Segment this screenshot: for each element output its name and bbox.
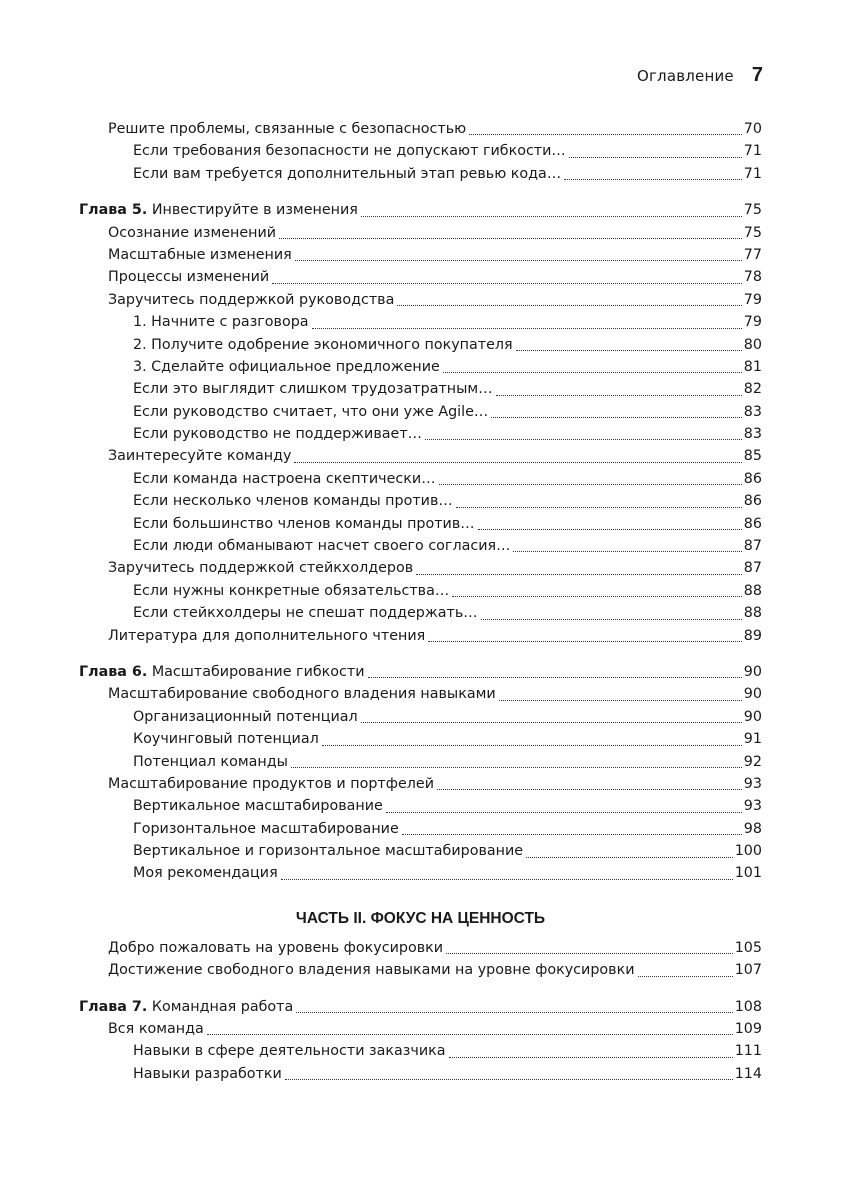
toc-page-number: 89 xyxy=(743,627,762,644)
toc-entry[interactable] xyxy=(79,266,762,288)
toc-chapter-entry[interactable] xyxy=(79,199,762,221)
toc-entry[interactable] xyxy=(79,863,762,885)
toc-entry-title: Осознание изменений xyxy=(108,224,277,241)
toc-entry-title: Вся команда xyxy=(108,1021,204,1038)
toc-page-number: 82 xyxy=(743,381,762,398)
toc-entry-title: Вертикальное и горизонтальное масштабирование xyxy=(133,843,524,860)
toc-entry[interactable] xyxy=(79,580,762,602)
toc-entry[interactable] xyxy=(79,1063,762,1085)
toc-entry-title: Организационный потенциал xyxy=(133,708,358,725)
toc-entry-title: Масштабирование свободного владения навыками xyxy=(108,686,496,703)
toc-page-number: 77 xyxy=(743,246,762,263)
toc-chapter-entry[interactable] xyxy=(79,996,762,1018)
toc-page-number: 88 xyxy=(743,605,762,622)
dot-leader xyxy=(481,618,742,620)
toc-page-number: 86 xyxy=(743,515,762,532)
toc-entry-title: Заручитесь поддержкой руководства xyxy=(108,291,395,308)
dot-leader xyxy=(513,550,741,552)
dot-leader xyxy=(456,506,742,508)
toc-page-number: 71 xyxy=(743,165,762,182)
dot-leader xyxy=(443,371,742,373)
toc-entry[interactable] xyxy=(79,222,762,244)
dot-leader xyxy=(638,975,733,977)
toc-entry[interactable] xyxy=(79,625,762,647)
toc-page-number: 90 xyxy=(743,686,762,703)
dot-leader xyxy=(437,788,742,790)
toc-page-number: 90 xyxy=(743,663,762,680)
chapter-label: Глава 5. xyxy=(79,202,148,219)
dot-leader xyxy=(469,133,742,135)
dot-leader xyxy=(386,811,742,813)
toc-page-number: 78 xyxy=(743,269,762,286)
toc-page-number: 86 xyxy=(743,493,762,510)
toc-entry[interactable] xyxy=(79,401,762,423)
toc-entry[interactable] xyxy=(79,289,762,311)
toc-entry-title: Если вам требуется дополнительный этап ревью кода… xyxy=(133,165,562,182)
toc-entry[interactable] xyxy=(79,795,762,817)
toc-page-number: 100 xyxy=(734,843,762,860)
toc-entry-title: Если руководство не поддерживает… xyxy=(133,426,422,443)
dot-leader xyxy=(569,156,742,158)
toc-entry[interactable] xyxy=(79,244,762,266)
toc-page-number: 109 xyxy=(734,1021,762,1038)
toc-entry[interactable] xyxy=(79,163,762,185)
toc-page-number: 75 xyxy=(743,202,762,219)
toc-page-number: 75 xyxy=(743,224,762,241)
toc-entry[interactable] xyxy=(79,445,762,467)
dot-leader xyxy=(285,1078,733,1080)
toc-entry-title: Если большинство членов команды против… xyxy=(133,515,475,532)
dot-leader xyxy=(279,237,742,239)
toc-entry-title: Решите проблемы, связанные с безопасностью xyxy=(108,120,467,137)
toc-page-number: 87 xyxy=(743,560,762,577)
toc-entry-title: Заручитесь поддержкой стейкхолдеров xyxy=(108,560,414,577)
running-header-title: Оглавление xyxy=(636,67,734,85)
toc-entry-title: Масштабирование продуктов и портфелей xyxy=(108,775,435,792)
toc-entry-title: Вертикальное масштабирование xyxy=(133,798,383,815)
toc-entry[interactable] xyxy=(79,557,762,579)
dot-leader xyxy=(281,878,733,880)
toc-entry-title: Если требования безопасности не допускают гибкости… xyxy=(133,143,566,160)
toc-entry-title: Масштабные изменения xyxy=(108,246,292,263)
toc-entry-title xyxy=(79,996,293,1018)
toc-entry[interactable] xyxy=(79,311,762,333)
toc-page-number: 85 xyxy=(743,448,762,465)
toc-page-number: 91 xyxy=(743,731,762,748)
chapter-title: Инвестируйте в изменения xyxy=(147,202,358,219)
toc-entry-title: Моя рекомендация xyxy=(133,865,278,882)
dot-leader xyxy=(425,438,742,440)
dot-leader xyxy=(361,721,742,723)
toc-entry-title: Достижение свободного владения навыками на уровне фокусировки xyxy=(108,962,635,979)
toc-entry[interactable] xyxy=(79,118,762,140)
dot-leader xyxy=(526,856,733,858)
toc-page-number: 86 xyxy=(743,470,762,487)
dot-leader xyxy=(516,349,742,351)
toc-entry-title: Если руководство считает, что они уже Agile… xyxy=(133,403,489,420)
toc-entry[interactable] xyxy=(79,751,762,773)
toc-entry[interactable] xyxy=(79,1018,762,1040)
toc-page-number: 90 xyxy=(743,708,762,725)
dot-leader xyxy=(449,1056,733,1058)
toc-entry-title: Горизонтальное масштабирование xyxy=(133,820,399,837)
toc-entry[interactable] xyxy=(79,840,762,862)
toc-entry[interactable] xyxy=(79,937,762,959)
toc-entry[interactable] xyxy=(79,535,762,557)
toc-entry-title xyxy=(79,661,365,683)
toc-entry[interactable] xyxy=(79,334,762,356)
dot-leader xyxy=(294,461,741,463)
toc-entry[interactable] xyxy=(79,602,762,624)
toc-entry-title: 1. Начните с разговора xyxy=(133,314,309,331)
chapter-title: Масштабирование гибкости xyxy=(147,663,365,680)
toc-entry[interactable] xyxy=(79,959,762,981)
dot-leader xyxy=(296,1011,732,1013)
toc-page-number: 98 xyxy=(743,820,762,837)
toc-entry-title: Навыки разработки xyxy=(133,1065,282,1082)
toc-entry[interactable] xyxy=(79,356,762,378)
toc-page-number: 108 xyxy=(734,998,762,1015)
toc-entry[interactable] xyxy=(79,513,762,535)
toc-entry-title: Если команда настроена скептически… xyxy=(133,470,436,487)
toc-page-number: 83 xyxy=(743,403,762,420)
toc-entry-title: Если люди обманывают насчет своего согласия… xyxy=(133,538,511,555)
dot-leader xyxy=(499,699,742,701)
dot-leader xyxy=(368,676,742,678)
toc-entry[interactable] xyxy=(79,378,762,400)
dot-leader xyxy=(452,595,742,597)
toc-page-number: 111 xyxy=(734,1043,762,1060)
toc-page-number: 80 xyxy=(743,336,762,353)
dot-leader xyxy=(491,416,742,418)
toc-entry[interactable] xyxy=(79,140,762,162)
dot-leader xyxy=(428,640,742,642)
toc-entry-title: Если несколько членов команды против… xyxy=(133,493,453,510)
toc-entry[interactable] xyxy=(79,818,762,840)
dot-leader xyxy=(478,528,742,530)
toc-page-number: 79 xyxy=(743,291,762,308)
chapter-label: Глава 6. xyxy=(79,663,148,680)
toc-page-number: 92 xyxy=(743,753,762,770)
toc-page-number: 87 xyxy=(743,538,762,555)
toc-page-number: 93 xyxy=(743,775,762,792)
toc-page-number: 71 xyxy=(743,143,762,160)
toc-entry[interactable] xyxy=(79,423,762,445)
toc-entry-title: Процессы изменений xyxy=(108,269,270,286)
page-number: 7 xyxy=(751,64,763,86)
dot-leader xyxy=(402,833,742,835)
toc-entry-title: Коучинговый потенциал xyxy=(133,731,319,748)
chapter-label: Глава 7. xyxy=(79,998,148,1015)
dot-leader xyxy=(416,573,742,575)
dot-leader xyxy=(322,744,742,746)
toc-entry-title: Заинтересуйте команду xyxy=(108,448,292,465)
toc-entry-title: Потенциал команды xyxy=(133,753,288,770)
toc-page-number: 105 xyxy=(734,939,762,956)
toc-entry-title xyxy=(79,199,358,221)
toc-entry-title: Навыки в сфере деятельности заказчика xyxy=(133,1043,446,1060)
dot-leader xyxy=(361,215,742,217)
toc-chapter-entry[interactable] xyxy=(79,661,762,683)
toc-entry-title: Если это выглядит слишком трудозатратным… xyxy=(133,381,493,398)
toc-entry[interactable] xyxy=(79,1040,762,1062)
dot-leader xyxy=(439,483,742,485)
running-header xyxy=(637,64,763,87)
toc-page-number: 81 xyxy=(743,358,762,375)
toc-page-number: 79 xyxy=(743,314,762,331)
dot-leader xyxy=(207,1033,733,1035)
toc-page-number: 70 xyxy=(743,120,762,137)
part-title: ЧАСТЬ II. ФОКУС НА ЦЕННОСТЬ xyxy=(295,909,546,927)
toc-entry-title: Литература для дополнительного чтения xyxy=(108,627,426,644)
toc-page-number: 114 xyxy=(734,1065,762,1082)
toc-entry[interactable] xyxy=(79,683,762,705)
toc-page-number: 107 xyxy=(734,962,762,979)
toc-entry-title: Если нужны конкретные обязательства… xyxy=(133,582,450,599)
toc-entry[interactable] xyxy=(79,468,762,490)
dot-leader xyxy=(291,766,742,768)
dot-leader xyxy=(272,282,742,284)
dot-leader xyxy=(397,304,741,306)
toc-entry-title: Добро пожаловать на уровень фокусировки xyxy=(108,939,444,956)
dot-leader xyxy=(446,952,733,954)
toc-page-number: 101 xyxy=(734,865,762,882)
toc-page-number: 93 xyxy=(743,798,762,815)
toc-page-number: 88 xyxy=(743,582,762,599)
toc-entry-title: 3. Сделайте официальное предложение xyxy=(133,358,440,375)
dot-leader xyxy=(312,327,742,329)
toc-entry[interactable] xyxy=(79,706,762,728)
toc-entry-title: 2. Получите одобрение экономичного покупателя xyxy=(133,336,513,353)
dot-leader xyxy=(295,259,742,261)
chapter-title: Командная работа xyxy=(147,998,294,1015)
table-of-contents xyxy=(79,118,762,1085)
toc-entry[interactable] xyxy=(79,728,762,750)
dot-leader xyxy=(564,178,742,180)
toc-entry[interactable] xyxy=(79,773,762,795)
toc-entry-title: Если стейкхолдеры не спешат поддержать… xyxy=(133,605,478,622)
toc-page-number: 83 xyxy=(743,426,762,443)
toc-entry[interactable] xyxy=(79,490,762,512)
dot-leader xyxy=(496,394,742,396)
